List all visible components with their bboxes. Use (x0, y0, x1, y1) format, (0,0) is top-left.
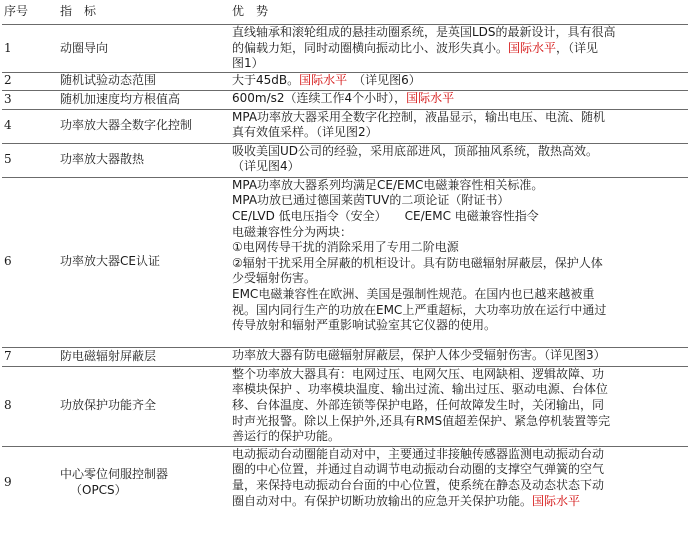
advantage-text: CE/LVD 低电压指令（安全） CE/EMC 电磁兼容性指令 (232, 208, 539, 223)
row-number: 8 (4, 398, 12, 413)
advantage-text: 时声光报警。除以上保护外,还具有RMS值超差保护、紧急停机装置等完 (232, 413, 611, 428)
advantage-text: 圈的中心位置，并通过自动调节电动振动台动圈的支撑空气弹簧的空气 (232, 462, 605, 477)
row-advantage-cell (228, 366, 688, 446)
advantage-text: ②辐射干扰采用全屏蔽的机柜设计。具有防电磁辐射屏蔽层，保护人体 (232, 255, 603, 270)
advantage-line (232, 348, 688, 364)
advantage-text: 移、台体温度、外部连锁等保护电路，任何故障发生时，关闭输出，同 (232, 397, 605, 412)
table-row (2, 143, 688, 177)
advantage-line (232, 398, 688, 414)
row-advantage-cell (228, 90, 688, 109)
advantage-line (232, 25, 688, 41)
advantage-line (232, 225, 688, 241)
advantage-line (232, 287, 688, 303)
row-indicator-cell (52, 177, 228, 347)
advantage-text: 视。国内同行生产的功放在EMC上严重超标，大功率功放在运行中通过 (232, 302, 607, 317)
row-indicator: 随机试验动态范围 (60, 73, 157, 88)
advantage-text-tail: ，（详见 (556, 40, 599, 55)
advantage-text-tail: （详见图6） (347, 72, 421, 87)
row-advantage-cell (228, 143, 688, 177)
advantage-line (232, 209, 688, 225)
advantage-line (232, 303, 688, 319)
advantage-line (232, 125, 688, 141)
advantage-line (232, 110, 688, 126)
international-level-badge: 国际水平 (406, 90, 455, 105)
advantage-text: 图1） (232, 56, 264, 71)
row-number: 1 (4, 40, 12, 55)
advantage-text: MPA功放已通过德国莱茵TUV的二项论证（附证书） (232, 193, 510, 208)
row-indicator: 功率放大器散热 (60, 152, 145, 167)
row-advantage-cell (228, 72, 688, 90)
row-number: 5 (4, 152, 12, 167)
advantage-text: 真有效值采样。（详见图2） (232, 125, 378, 140)
advantage-line (232, 56, 688, 72)
advantage-text: 圈自动对中。有保护切断功放输出的应急开关保护功能。 (232, 493, 533, 508)
advantage-line (232, 178, 688, 194)
advantage-line (232, 414, 688, 430)
row-advantage-cell (228, 446, 688, 518)
row-indicator-cell (52, 347, 228, 366)
advantage-text: ①电网传导干扰的消除采用了专用二阶电源 (232, 240, 459, 255)
table-row (2, 109, 688, 143)
advantage-line (232, 478, 688, 494)
advantage-line (232, 159, 688, 175)
row-advantage-cell (228, 109, 688, 143)
advantage-line (232, 41, 688, 57)
row-indicator-cell (52, 143, 228, 177)
header-indicator: 指 标 (60, 4, 97, 19)
advantage-line (232, 462, 688, 478)
advantage-text: MPA功率放大器系列均满足CE/EMC电磁兼容性相关标准。 (232, 177, 544, 192)
row-indicator-cell (52, 446, 228, 518)
row-indicator: 中心零位伺服控制器 (60, 466, 169, 481)
advantage-line (232, 429, 688, 445)
row-advantage-cell (228, 25, 688, 73)
row-indicator-cell (52, 72, 228, 90)
row-indicator: 随机加速度均方根值高 (60, 91, 181, 106)
international-level-badge: 国际水平 (299, 72, 348, 87)
advantage-text: 的偏载力矩，同时动圈横向振动比小、波形失真小。 (232, 40, 509, 55)
spec-table (2, 0, 688, 518)
advantage-text: （详见图4） (232, 159, 300, 174)
advantage-text: 少受辐射伤害。 (232, 271, 317, 286)
row-indicator-cell (52, 366, 228, 446)
row-advantage-cell (228, 177, 688, 347)
row-indicator: 动圈导向 (60, 40, 109, 55)
advantage-text: 功率放大器有防电磁辐射屏蔽层，保护人体少受辐射伤害。（详见图3） (232, 347, 606, 362)
table-row (2, 177, 688, 347)
row-number: 4 (4, 118, 12, 133)
advantage-line (232, 367, 688, 383)
row-indicator: 防电磁辐射屏蔽层 (60, 348, 157, 363)
advantage-text: 善运行的保护功能。 (232, 429, 341, 444)
table-row (2, 25, 688, 73)
advantage-line (232, 271, 688, 287)
row-indicator-cell (52, 25, 228, 73)
advantage-text: 电动振动台动圈能自动对中，主要通过非接触传感器监测电动振动台动 (232, 446, 605, 461)
header-advantage: 优 势 (232, 4, 269, 19)
row-indicator: 功率放大器CE认证 (60, 254, 160, 269)
row-indicator: 功率放大器全数字化控制 (60, 118, 193, 133)
row-advantage-cell (228, 347, 688, 366)
advantage-line (232, 193, 688, 209)
advantage-text: 大于45dB。 (232, 72, 300, 87)
advantage-text: 600m/s2（连续工作4个小时）， (232, 90, 407, 105)
advantage-line (232, 256, 688, 272)
advantage-line (232, 91, 688, 107)
advantage-text: EMC电磁兼容性在欧洲、美国是强制性规范。在国内也已越来越被重 (232, 286, 595, 301)
advantage-line (232, 494, 688, 510)
advantage-text: 电磁兼容性分为两块： (232, 224, 353, 239)
table-row (2, 446, 688, 518)
advantage-line (232, 240, 688, 256)
row-number: 2 (4, 73, 12, 88)
international-level-badge: 国际水平 (532, 493, 581, 508)
table-row (2, 90, 688, 109)
advantage-text: 传导放射和辐射严重影响试验室其它仪器的使用。 (232, 318, 497, 333)
advantage-text: 量，来保持电动振动台台面的中心位置，使系统在静态及动态状态下动 (232, 477, 605, 492)
advantage-line (232, 73, 688, 89)
row-indicator: 功放保护功能齐全 (60, 398, 157, 413)
table-header-row (2, 0, 688, 25)
row-indicator-cell (52, 90, 228, 109)
table-row (2, 72, 688, 90)
row-indicator-cell (52, 109, 228, 143)
advantage-line (232, 144, 688, 160)
row-number: 3 (4, 91, 12, 106)
advantage-line (232, 382, 688, 398)
advantage-text: MPA功率放大器采用全数字化控制，液晶显示，输出电压、电流、随机 (232, 109, 606, 124)
advantage-text: 直线轴承和滚轮组成的悬挂动圈系统，是英国LDS的最新设计，具有很高 (232, 25, 616, 39)
table-row (2, 347, 688, 366)
advantage-text: 率模块保护 、功率模块温度、输出过流、输出过压、驱动电源、台体位 (232, 382, 608, 397)
table-row (2, 366, 688, 446)
row-number: 7 (4, 348, 12, 363)
advantage-text: 整个功率放大器具有：电网过压、电网欠压、电网缺相、逻辑故障、功 (232, 366, 605, 381)
international-level-badge: 国际水平 (508, 40, 557, 55)
advantage-line (232, 447, 688, 463)
row-number: 6 (4, 254, 12, 269)
advantage-text: 吸收美国UD公司的经验，采用底部进风，顶部抽风系统，散热高效。 (232, 143, 599, 158)
advantage-line (232, 318, 688, 334)
row-number: 9 (4, 474, 12, 489)
row-indicator-sub: （OPCS） (70, 482, 127, 497)
header-no: 序号 (4, 4, 29, 19)
